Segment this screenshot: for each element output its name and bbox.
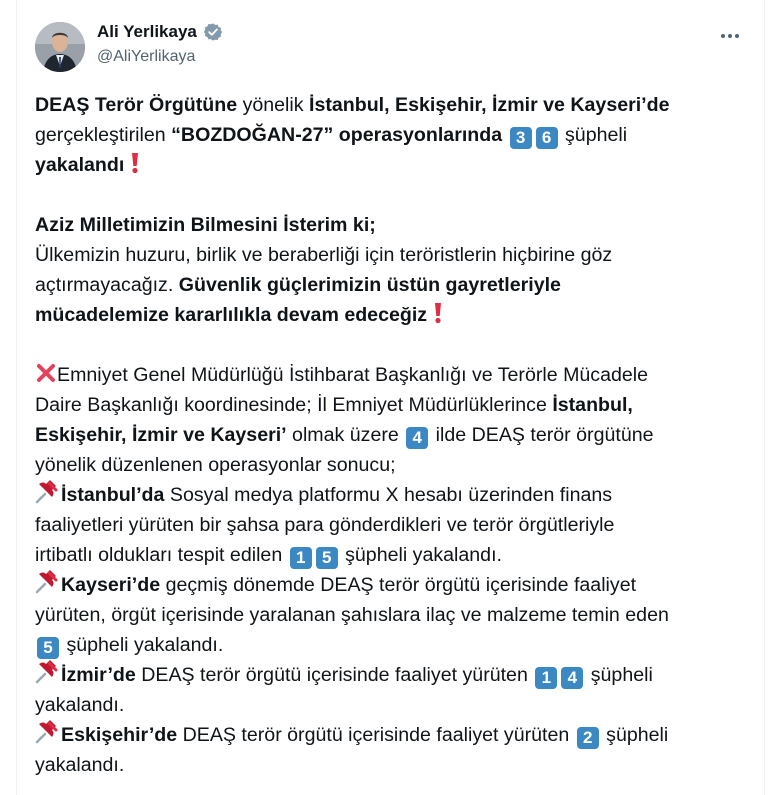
text-line: DEAŞ Terör Örgütüne yönelik İstanbul, Eskişehir, İzmir ve Kayseri’de bbox=[35, 94, 670, 116]
verified-badge-icon bbox=[203, 22, 223, 42]
text-line: Aziz Milletimizin Bilmesini İsterim ki; bbox=[35, 214, 376, 236]
keycap-digit: 1 bbox=[535, 667, 557, 689]
text-line: Eskişehir’de DEAŞ terör örgütü içerisinde faaliyet yürüten 2 şüpheli bbox=[35, 720, 735, 750]
text-line: İstanbul’da Sosyal medya platformu X hesabı üzerinden finans bbox=[35, 480, 735, 510]
text-line: mücadelemize kararlılıkla devam edeceğiz bbox=[35, 300, 735, 330]
text-line: Kayseri’de geçmiş dönemde DEAŞ terör örgütü içerisinde faaliyet bbox=[35, 570, 735, 600]
text-line: yürüten, örgüt içerisinde yaralanan şahıslara ilaç ve malzeme temin eden bbox=[35, 604, 669, 626]
keycap-digit: 5 bbox=[316, 547, 338, 569]
avatar[interactable] bbox=[35, 22, 85, 72]
post-text bbox=[35, 90, 735, 780]
keycap-digit: 6 bbox=[536, 127, 558, 149]
keycap-digit: 4 bbox=[561, 667, 583, 689]
text-line: 5 şüpheli yakalandı. bbox=[35, 630, 735, 660]
text-line: faaliyetleri yürüten bir şahsa para gönderdikleri ve terör örgütleriyle bbox=[35, 514, 615, 536]
keycap-digit: 1 bbox=[290, 547, 312, 569]
text-line: yakalandı. bbox=[35, 694, 125, 716]
exclamation-icon bbox=[433, 302, 443, 324]
post-card bbox=[16, 0, 765, 795]
text-line: irtibatlı oldukları tespit edilen 1 5 şüpheli yakalandı. bbox=[35, 544, 502, 567]
pushpin-icon bbox=[35, 570, 61, 594]
text-line: yönelik düzenlenen operasyonlar sonucu; bbox=[35, 454, 396, 476]
exclamation-icon bbox=[130, 152, 140, 174]
text-line: Ülkemizin huzuru, birlik ve beraberliği için teröristlerin hiçbirine göz bbox=[35, 244, 613, 266]
keycap-digit: 2 bbox=[577, 727, 599, 749]
text-line: Daire Başkanlığı koordinesinde; İl Emniyet Müdürlüklerince İstanbul, bbox=[35, 394, 633, 416]
text-line: yakalandı. bbox=[35, 754, 125, 776]
handle[interactable]: @AliYerlikaya bbox=[97, 48, 196, 65]
text-line: yakalandı bbox=[35, 150, 735, 180]
text-line: açtırmayacağız. Güvenlik güçlerimizin üstün gayretleriyle bbox=[35, 274, 561, 296]
pushpin-icon bbox=[35, 660, 61, 684]
text-line: gerçekleştirilen “BOZDOĞAN-27” operasyonlarında 3 6 şüpheli bbox=[35, 124, 628, 147]
pushpin-icon bbox=[35, 720, 61, 744]
text-line: Eskişehir, İzmir ve Kayseri’ olmak üzere 4 ilde DEAŞ terör örgütüne bbox=[35, 424, 654, 447]
keycap-digit: 4 bbox=[406, 427, 428, 449]
pushpin-icon bbox=[35, 480, 61, 504]
keycap-digit: 3 bbox=[510, 127, 532, 149]
post-header bbox=[35, 20, 746, 76]
text-line: Emniyet Genel Müdürlüğü İstihbarat Başkanlığı ve Terörle Mücadele bbox=[35, 360, 735, 390]
display-name[interactable]: Ali Yerlikaya bbox=[97, 22, 197, 41]
more-options-button[interactable] bbox=[714, 24, 746, 48]
cross-mark-icon bbox=[35, 362, 57, 384]
ellipsis-icon bbox=[721, 34, 725, 38]
keycap-digit: 5 bbox=[37, 637, 59, 659]
avatar-portrait-icon bbox=[35, 22, 85, 72]
text-line: İzmir’de DEAŞ terör örgütü içerisinde faaliyet yürüten 1 4 şüpheli bbox=[35, 660, 735, 690]
